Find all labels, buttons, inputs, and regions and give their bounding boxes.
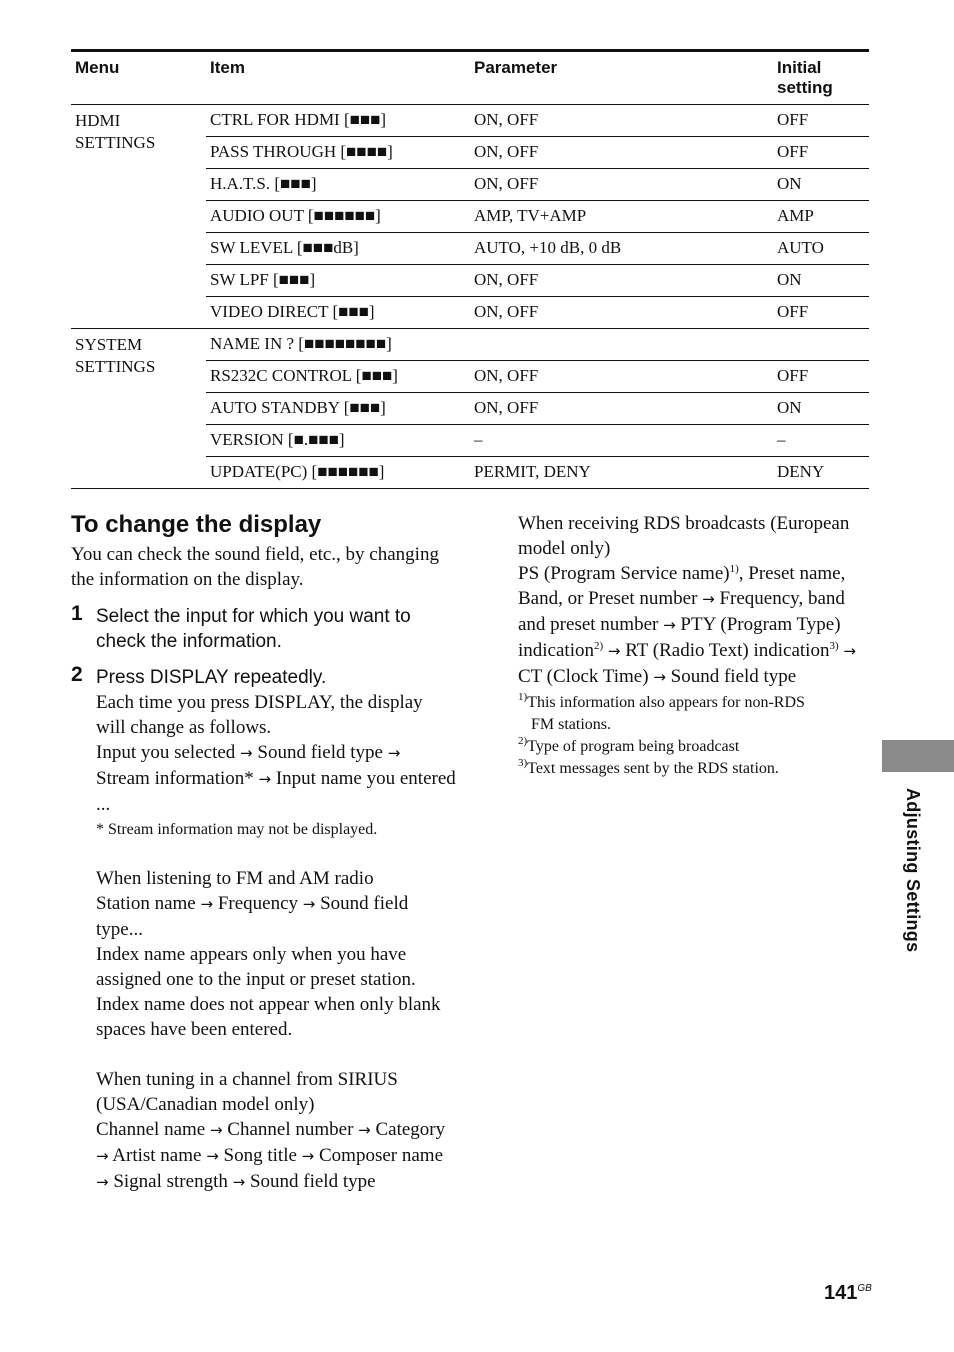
table-header-row — [71, 51, 869, 105]
step-text: Select the input for which you want to check the information. — [96, 606, 411, 652]
item-cell: RS232C CONTROL [■■■] — [206, 361, 470, 393]
item-cell: SW LEVEL [■■■dB] — [206, 233, 470, 265]
parameter-cell — [470, 329, 773, 361]
arrow-icon: → — [607, 642, 621, 660]
index-note: Index name appears only when you have assigned one to the input or preset station. Index name does not appear when only blank spaces have been entered. — [96, 944, 441, 1040]
arrow-icon: → — [96, 1147, 109, 1165]
menu-system-settings: SYSTEM SETTINGS — [71, 329, 206, 489]
step-text: Press DISPLAY repeatedly. — [96, 667, 327, 688]
initial-cell: ON — [773, 265, 869, 297]
page-number — [824, 1282, 872, 1305]
parameter-cell: ON, OFF — [470, 137, 773, 169]
parameter-cell: ON, OFF — [470, 361, 773, 393]
item-cell: PASS THROUGH [■■■■] — [206, 137, 470, 169]
sirius-sequence: Channel name → Channel number → Category → Artist name → Song title → Composer name → Signal strength → Sound field type — [96, 1119, 446, 1192]
left-column — [71, 508, 456, 1195]
step-2 — [71, 665, 456, 1195]
arrow-icon: → — [663, 616, 676, 634]
arrow-icon: → — [200, 895, 214, 913]
section-title: To change the display — [71, 511, 322, 538]
item-cell: CTRL FOR HDMI [■■■] — [206, 105, 470, 137]
menu-hdmi-settings: HDMI SETTINGS — [71, 105, 206, 329]
input-sequence: Input you selected → Sound field type → Stream information* → Input name you entered ... — [96, 742, 456, 815]
rds-heading: When receiving RDS broadcasts (European model only) — [518, 513, 850, 559]
right-column — [518, 511, 870, 780]
footnote-2: $^{2)}$Type of program being broadcast — [518, 735, 740, 755]
footnote-ref: 1) — [729, 563, 739, 575]
item-cell: UPDATE(PC) [■■■■■■] — [206, 457, 470, 489]
parameter-cell: ON, OFF — [470, 169, 773, 201]
arrow-icon: → — [358, 1121, 371, 1139]
parameter-cell: ON, OFF — [470, 105, 773, 137]
sirius-heading: When tuning in a channel from SIRIUS (USA/Canadian model only) — [96, 1069, 398, 1115]
parameter-cell: ON, OFF — [470, 265, 773, 297]
item-cell: NAME IN ? [■■■■■■■■] — [206, 329, 470, 361]
arrow-icon: → — [209, 1121, 223, 1139]
header-menu: Menu — [71, 51, 206, 105]
arrow-icon: → — [240, 744, 253, 762]
arrow-icon: → — [301, 1147, 315, 1165]
initial-cell: DENY — [773, 457, 869, 489]
footnotes — [518, 692, 870, 780]
initial-cell: AUTO — [773, 233, 869, 265]
rds-sequence: PS (Program Service name)$^{1)}$, Preset name, Band, or Preset number → Frequency, band and preset number → PTY (Program Type) indication$^{2)}$ → RT (Radio Text) indication$^{3)}$ → CT (Clock Time) → Sound field type — [518, 563, 856, 687]
parameter-cell: PERMIT, DENY — [470, 457, 773, 489]
parameter-cell: AUTO, +10 dB, 0 dB — [470, 233, 773, 265]
step-number: 1 — [71, 602, 83, 625]
header-parameter: Parameter — [470, 51, 773, 105]
initial-cell: ON — [773, 169, 869, 201]
fm-heading: When listening to FM and AM radio — [96, 868, 374, 889]
initial-cell: OFF — [773, 137, 869, 169]
arrow-icon: → — [702, 590, 715, 608]
arrow-icon: → — [232, 1173, 246, 1191]
arrow-icon: → — [653, 668, 666, 686]
initial-cell: OFF — [773, 105, 869, 137]
page-number-suffix: GB — [857, 1283, 872, 1294]
parameter-cell: ON, OFF — [470, 297, 773, 329]
header-initial-setting: Initial setting — [773, 51, 869, 105]
header-item: Item — [206, 51, 470, 105]
item-cell: H.A.T.S. [■■■] — [206, 169, 470, 201]
parameter-cell: ON, OFF — [470, 393, 773, 425]
arrow-icon: → — [387, 744, 401, 762]
initial-cell: OFF — [773, 297, 869, 329]
initial-cell: OFF — [773, 361, 869, 393]
table-row — [71, 329, 869, 361]
page-number-value: 141 — [824, 1282, 858, 1304]
footnote-ref: 3) — [829, 640, 839, 652]
item-cell: AUDIO OUT [■■■■■■] — [206, 201, 470, 233]
item-cell: SW LPF [■■■] — [206, 265, 470, 297]
arrow-icon: → — [258, 770, 272, 788]
table-row — [71, 105, 869, 137]
side-section-label: Adjusting Settings — [903, 788, 923, 953]
arrow-icon: → — [206, 1147, 219, 1165]
arrow-icon: → — [302, 895, 316, 913]
item-cell: VERSION [■.■■■] — [206, 425, 470, 457]
step-number: 2 — [71, 663, 83, 686]
settings-table — [71, 49, 869, 489]
item-cell: AUTO STANDBY [■■■] — [206, 393, 470, 425]
arrow-icon: → — [843, 642, 856, 660]
item-cell: VIDEO DIRECT [■■■] — [206, 297, 470, 329]
parameter-cell: AMP, TV+AMP — [470, 201, 773, 233]
stream-note: * Stream information may not be displayed. — [96, 821, 378, 838]
initial-cell: AMP — [773, 201, 869, 233]
initial-cell — [773, 329, 869, 361]
footnote-1: $^{1)}$This information also appears for non-RDS — [518, 691, 805, 711]
parameter-cell: – — [470, 425, 773, 457]
footnote-ref: 2) — [593, 640, 604, 652]
initial-cell: – — [773, 425, 869, 457]
step-2-description: Each time you press DISPLAY, the display will change as follows. — [96, 692, 423, 738]
footnote-3: $^{3)}$Text messages sent by the RDS station. — [518, 757, 779, 777]
step-1 — [71, 604, 456, 654]
footnote-1-continued: FM stations. — [531, 716, 612, 733]
section-intro: You can check the sound field, etc., by changing the information on the display. — [71, 544, 439, 590]
section-tab-marker — [882, 740, 954, 772]
initial-cell: ON — [773, 393, 869, 425]
arrow-icon: → — [96, 1173, 109, 1191]
fm-sequence: Station name → Frequency → Sound field type... — [96, 893, 409, 940]
